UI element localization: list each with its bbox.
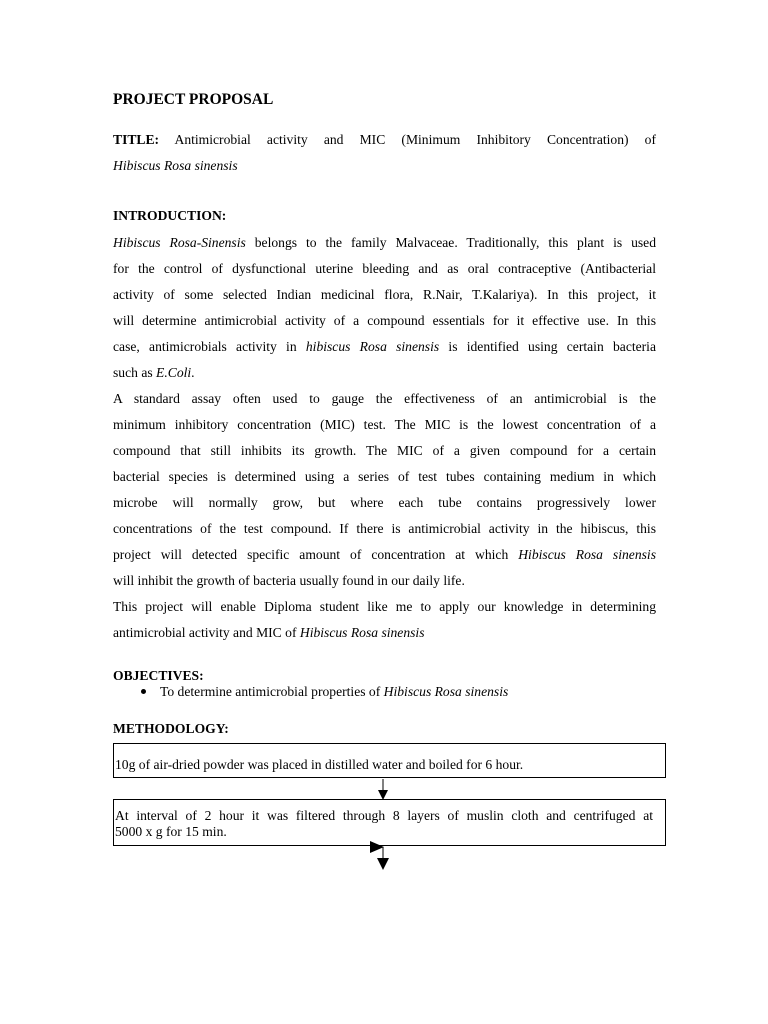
- intro-line: [113, 334, 656, 360]
- step-text: 10g of air-dried powder was placed in distilled water and boiled for 6 hour.: [115, 757, 524, 772]
- bullet-icon: [141, 689, 146, 694]
- intro-line: will inhibit the growth of bacteria usually found in our daily life.: [113, 573, 465, 588]
- title-line-1: [113, 127, 656, 153]
- intro-text: antimicrobial activity and MIC of: [113, 625, 300, 640]
- intro-text: belongs to the family Malvaceae. Traditionally, this plant is used: [245, 235, 657, 250]
- intro-text: is identified using certain bacteria: [439, 339, 656, 354]
- objectives-heading: OBJECTIVES:: [113, 668, 204, 683]
- title-text: Antimicrobial activity and MIC (Minimum Inhibitory Concentration) of: [174, 132, 656, 147]
- intro-line: concentrations of the test compound. If there is antimicrobial activity in the hibiscus, this: [113, 521, 656, 536]
- intro-line: will determine antimicrobial activity of a compound essentials for it effective use. In this: [113, 313, 656, 328]
- intro-line: A standard assay often used to gauge the effectiveness of an antimicrobial is the: [113, 391, 656, 406]
- intro-line: minimum inhibitory concentration (MIC) test. The MIC is the lowest concentration of a: [113, 417, 656, 432]
- intro-line: [113, 230, 656, 256]
- intro-line: This project will enable Diploma student like me to apply our knowledge in determining: [113, 599, 656, 614]
- arrow-down-icon: [378, 779, 388, 800]
- title-species: Hibiscus Rosa sinensis: [113, 158, 238, 173]
- intro-line: for the control of dysfunctional uterine bleeding and as oral contraceptive (Antibacterial: [113, 261, 656, 276]
- species-name: Hibiscus Rosa sinensis: [299, 625, 425, 640]
- flowchart-step-2: [113, 799, 666, 846]
- intro-text: such as: [113, 365, 157, 380]
- intro-line: activity of some selected Indian medicinal flora, R.Nair, T.Kalariya). In this project, it: [113, 287, 656, 302]
- page-title: PROJECT PROPOSAL: [113, 91, 274, 108]
- species-name: Hibiscus Rosa-Sinensis: [113, 235, 246, 250]
- objective-list-item: [141, 684, 508, 700]
- step-text: 5000 x g for 15 min.: [115, 824, 227, 839]
- intro-line: [113, 542, 656, 568]
- objective-text: To determine antimicrobial properties of: [160, 684, 384, 699]
- step-text: At interval of 2 hour it was filtered through 8 layers of muslin cloth and centrifuged at: [115, 808, 653, 823]
- intro-text: .: [191, 365, 195, 380]
- methodology-heading: METHODOLOGY:: [113, 721, 229, 736]
- title-label: TITLE:: [113, 132, 160, 147]
- intro-text: project will detected specific amount of concentration at which: [113, 547, 519, 562]
- bacteria-name: E.Coli: [156, 365, 192, 380]
- intro-line: [113, 360, 656, 386]
- intro-text: case, antimicrobials activity in: [113, 339, 306, 354]
- species-name: hibiscus Rosa sinensis: [305, 339, 440, 354]
- species-name: Hibiscus Rosa sinensis: [518, 547, 656, 562]
- arrow-down-icon: [377, 847, 389, 870]
- flowchart-step-1: [113, 743, 666, 778]
- intro-line: compound that still inhibits its growth. The MIC of a given compound for a certain: [113, 443, 656, 458]
- introduction-paragraph: [113, 230, 656, 646]
- title-paragraph: [113, 127, 656, 179]
- species-name: Hibiscus Rosa sinensis: [383, 684, 509, 699]
- intro-line: bacterial species is determined using a series of test tubes containing medium in which: [113, 469, 656, 484]
- intro-line: [113, 620, 656, 646]
- introduction-heading: INTRODUCTION:: [113, 208, 227, 223]
- intro-line: microbe will normally grow, but where each tube contains progressively lower: [113, 495, 656, 510]
